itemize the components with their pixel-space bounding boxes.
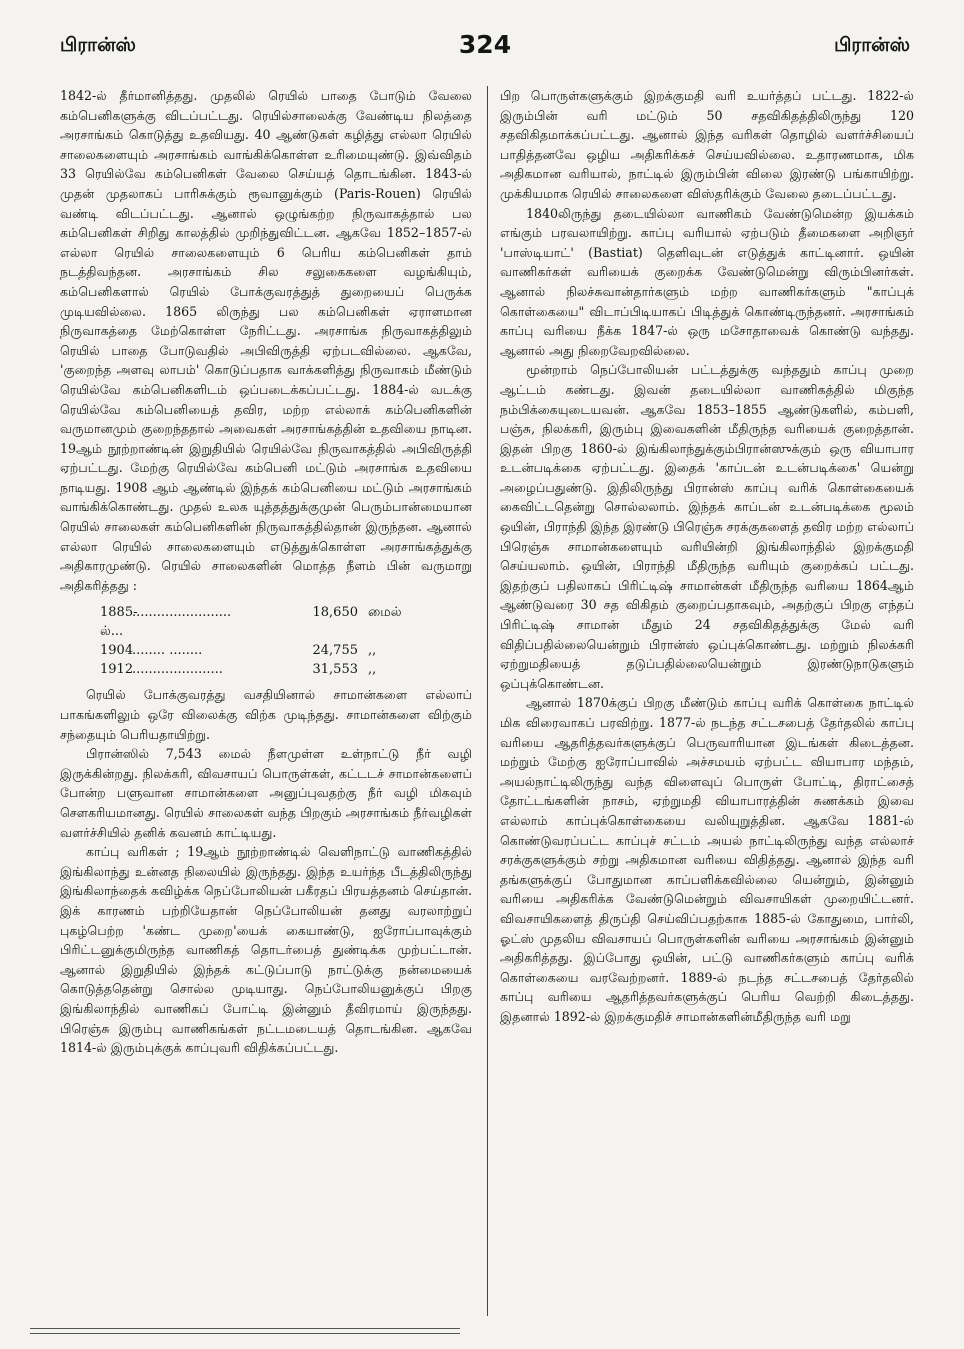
right-column: [500, 86, 914, 1027]
paragraph: காப்பு வரிகள் ; 19ஆம் நூற்றாண்டில் வெளிநாட்டு வாணிகத்தில் இங்கிலாந்து உன்னத நிலையில் இருந்தது. இந்த உயர்ந்த பீடத்திலிருந்து இங்கிலாந்தைக் கவிழ்க்க நெப்போலியன் பகீரதப் பிரயத்தனம் செய்தான். இக் காரணம் பற்றியேதான் நெப்போலியன் தனது வரலாற்றுப் புகழ்பெற்ற 'கண்ட முறை'யைக் கையாண்டு, ஐரோப்பாவுக்கும் பிரிட்டனுக்குமிருந்த வாணிகத் தொடர்பைத் துண்டிக்க முற்பட்டான். ஆனால் இறுதியில் இந்தக் கட்டுப்பாடு நாட்டுக்கு நன்மையைக் கொடுத்ததென்று சொல்ல முடியாது. நெப்போலியனுக்குப் பிறகு இங்கிலாந்தில் வாணிகப் போட்டி இன்னும் தீவிரமாய் இருந்தது. பிரெஞ்சு இரும்பு வாணிகங்கள் நட்டமடையத் தொடங்கின. ஆகவே 1814-ல் இரும்புக்குக் காப்புவரி விதிக்கப்பட்டது.: [60, 844, 472, 1056]
leader-dots: ........ ........: [132, 643, 203, 659]
table-row: [100, 603, 472, 641]
year-cell: 1904: [100, 643, 134, 659]
value-cell: 18,650: [312, 605, 358, 621]
paragraph: 1842-ல் தீர்மானித்தது. முதலில் ரெயில் பாதை போடும் வேலை கம்பெனிகளுக்கு விடப்பட்டது. ரெயில்சாலைக்கு வேண்டிய நிலத்தை அரசாங்கம் கொடுத்து உதவியது. 40 ஆண்டுகள் கழித்து எல்லா ரெயில் சாலைகளையும் அரசாங்கம் வாங்கிக்கொள்ள உரிமையுண்டு. இவ்விதம் 33 ரெயில்வே கம்பெனிகள் வேலை செய்யத் தொடங்கின. 1843-ல் முதன் முதலாகப் பாரிசுக்கும் ரூவானுக்கும் (Paris-Rouen) ரெயில் வண்டி விடப்பட்டது. ஆனால் ஒழுங்கற்ற நிருவாகத்தால் பல கம்பெனிகள் சிறிது காலத்தில் முறிந்துவிட்டன. ஆகவே 1852–1857-ல் எல்லா ரெயில் சாலைகளையும் 6 பெரிய கம்பெனிகள் தாம் நடத்திவந்தன. அரசாங்கம் சில சலுகைகளை வழங்கியும், கம்பெனிகளால் ரெயில் போக்குவரத்துத் துறையைப் பெருக்க முடியவில்லை. 1865 லிருந்து பல கம்பெனிகள் ஏராளமான நிருவாகத்தை மேற்கொள்ள நேரிட்டது. அரசாங்க நிருவாகத்திலும் ரெயில் பாதை போடுவதில் அபிவிருத்தி ஏற்படவில்லை. ஆகவே, 'குறைந்த அளவு லாபம்' கொடுப்பதாக வாக்களித்து நிருவாகம் மீண்டும் ரெயில்வே கம்பெனிகளிடம் ஒப்படைக்கப்பட்டது. 1884-ல் வடக்கு ரெயில்வே கம்பெனியைத் தவிர, மற்ற எல்லாக் கம்பெனிகளின் வருமானமும் குறைந்ததால் அவைகள் அரசாங்கத்தின் உதவியை நாடின. 19ஆம் நூற்றாண்டின் இறுதியில் ரெயில்வே நிருவாகத்தில் அபிவிருத்தி ஏற்பட்டது. மேற்கு ரெயில்வே கம்பெனி மட்டும் அரசாங்க உதவியை நாடியது. 1908 ஆம் ஆண்டில் இந்தக் கம்பெனியை மட்டும் அரசாங்கம் வாங்கிக்கொண்டது. முதல் உலக யுத்தத்துக்குமுன் பெரும்பான்மையான ரெயில் சாலைகள் கம்பெனிகளின் நிருவாகத்தில்தான் இருந்தன. ஆனால் எல்லா ரெயில் சாலைகளையும் எடுத்துக்கொள்ள அரசாங்கத்துக்கு அதிகாரமுண்டு. ரெயில் சாலைகளின் மொத்த நீளம் பின் வருமாறு அதிகரித்தது :: [60, 88, 472, 593]
paragraph: 1840லிருந்து தடையில்லா வாணிகம் வேண்டுமென்ற இயக்கம் எங்கும் பரவலாயிற்று. காப்பு வரியால் ஏற்படும் தீமைகளை அறிஞர் 'பாஸ்டியாட்' (Bastiat) தெளிவுடன் எடுத்துக் காட்டினார். ஒயின் வாணிகர்கள் வரியைக் குறைக்க வேண்டுமென்று விரும்பினர்கள். ஆனால் நிலச்சுவான்தார்களும் மற்ற வாணிகர்களும் "காப்புக் கொள்கையை" விடாப்பிடியாகப் பிடித்துக் கொண்டிருந்தனர். அரசாங்கம் காப்பு வரியை நீக்க 1847-ல் ஒரு மசோதாவைக் கொண்டு வந்தது. ஆனால் அது நிறைவேறவில்லை.: [500, 205, 914, 358]
footer-rule: [30, 1333, 460, 1334]
leader-dots: ......................: [132, 662, 223, 678]
table-row: [100, 660, 472, 679]
paragraph: ரெயில் போக்குவரத்து வசதியினால் சாமான்களை எல்லாப் பாகங்களிலும் ஒரே விலைக்கு விற்க முடிந்தது. சாமான்களை விற்கும் சந்தையும் பெரியதாயிற்று.: [60, 687, 472, 742]
footer-rule: [30, 1328, 460, 1329]
running-head-right: பிரான்ஸ்: [834, 34, 910, 56]
value-cell: 24,755: [312, 643, 358, 659]
page-header: [60, 30, 910, 70]
column-divider: [487, 86, 488, 1316]
unit-cell: ,,: [368, 662, 377, 678]
leader-dots: ........................: [132, 605, 232, 621]
table-row: [100, 641, 472, 660]
year-cell: 1885-ல்...: [100, 605, 138, 640]
paragraph: மூன்றாம் நெப்போலியன் பட்டத்துக்கு வந்ததும் காப்பு முறை ஆட்டம் கண்டது. இவன் தடையில்லா வாணிகத்தில் மிகுந்த நம்பிக்கையுடையவன். ஆகவே 1853–1855 ஆண்டுகளில், கம்பளி, பஞ்சு, நிலக்கரி, இரும்பு இவைகளின் மீதிருந்த வரியைக் குறைத்தான். இதன் பிறகு 1860-ல் இங்கிலாந்துக்கும்பிரான்ஸுக்கும் ஒரு வியாபார உடன்படிக்கை ஏற்பட்டது. இதைக் 'காப்டன் உடன்படிக்கை' யென்று அழைப்பதுண்டு. இதிலிருந்து பிரான்ஸ் காப்பு வரிக் கொள்கையைக் கைவிட்டதென்று சொல்லலாம். இந்தக் காப்டன் உடன்படிக்கை மூலம் ஒயின், பிராந்தி இந்த இரண்டு பிரெஞ்சு சரக்குகளைத் தவிர மற்ற எல்லாப் பிரெஞ்சு சாமான்களையும் வரியின்றி இங்கிலாந்தில் இறக்குமதி செய்யலாம். ஒயின், பிராந்தி மீதிருந்த வரியும் குறைக்கப் பட்டது. இதற்குப் பதிலாகப் பிரிட்டிஷ் சாமான்கள் மீதிருந்த வரியை 1864ஆம் ஆண்டுவரை 30 சத விகிதம் குறைப்பதாகவும், அதற்குப் பிறகு எந்தப் பிரிட்டிஷ் சாமான் மீதும் 24 சதவிகிதத்துக்கு மேல் வரி விதிப்பதில்லையென்றும் பிரான்ஸ் ஒப்புக்கொண்டது. மற்றும் நிலக்கரி ஏற்றுமதியைத் தடுப்பதில்லையென்றும் இரண்டுநாடுகளும் ஒப்புக்கொண்டன.: [500, 362, 914, 691]
railway-length-table: [100, 603, 472, 679]
running-head-left: பிரான்ஸ்: [60, 34, 136, 56]
paragraph: ஆனால் 1870க்குப் பிறகு மீண்டும் காப்பு வரிக் கொள்கை நாட்டில் மிக விரைவாகப் பரவிற்று. 1877-ல் நடந்த சட்டசபைத் தேர்தலில் காப்பு வரியை ஆதரித்தவர்களுக்குப் பெருவாரியான இடங்கள் கிடைத்தன. மற்றும் மேற்கு ஐரோப்பாவில் அச்சமயம் ஏற்பட்ட வியாபார மந்தம், அயல்நாட்டிலிருந்து வந்த விளைவுப் பொருள் போட்டி, திராட்சைத் தோட்டங்களின் நாசம், ஏற்றுமதி வியாபாரத்தின் சுணக்கம் இவை எல்லாம் காப்புக்கொள்கையை வலியுறுத்தின. ஆகவே 1881-ல் கொண்டுவரப்பட்ட காப்புச் சட்டம் அயல் நாட்டிலிருந்து வந்த எல்லாச் சரக்குகளுக்கும் சற்று அதிகமான வரியை விதித்தது. ஆனால் இந்த வரி தங்களுக்குப் போதுமான காப்பளிக்கவில்லை யென்றும், இன்னும் வரியை அதிகரிக்க வேண்டுமென்றும் விவசாயிகள் முறையிட்டனர். விவசாயிகளைத் திருப்தி செய்விப்பதற்காக 1885-ல் கோதுமை, பார்லி, ஓட்ஸ் முதலிய விவசாயப் பொருள்களின் வரியை அரசாங்கம் இன்னும் அதிகரித்தது. இப்போது ஒயின், பட்டு வாணிகர்களும் காப்பு வரிக் கொள்கையை வரவேற்றனர். 1889-ல் நடந்த சட்டசபைத் தேர்தலில் காப்பு வரியை ஆதரித்தவர்களுக்குப் பெரிய வெற்றி கிடைத்தது. இதனால் 1892-ல் இறக்குமதிச் சாமான்களின்மீதிருந்த வரி மறு: [500, 695, 914, 1024]
value-cell: 31,553: [312, 662, 358, 678]
left-column: [60, 86, 472, 1058]
paragraph: பிரான்ஸில் 7,543 மைல் நீளமுள்ள உள்நாட்டு நீர் வழி இருக்கின்றது. நிலக்கரி, விவசாயப் பொருள்கள், கட்டடச் சாமான்களைப் போன்ற பளுவான சாமான்களை அனுப்புவதற்கு நீர் வழி மிகவும் சௌகரியமானது. ரெயில் சாலைகள் வந்த பிறகும் அரசாங்கம் நீர்வழிகள் வளர்ச்சியில் தனிக் கவனம் காட்டியது.: [60, 746, 472, 840]
page-number: 324: [458, 30, 512, 59]
year-cell: 1912: [100, 662, 134, 678]
unit-cell: ,,: [368, 643, 377, 659]
unit-cell: மைல்: [368, 605, 402, 621]
paragraph: பிற பொருள்களுக்கும் இறக்குமதி வரி உயர்த்தப் பட்டது. 1822-ல் இரும்பின் வரி மட்டும் 50 சதவிகிதத்திலிருந்து 120 சதவிகிதமாக்கப்பட்டது. ஆனால் இந்த வரிகள் தொழில் வளர்ச்சியைப் பாதித்தனவே ஒழிய அதிகரிக்கச் செய்யவில்லை. உதாரணமாக, மிக அதிகமான வரியால், நாட்டில் இரும்பின் விலை இரண்டு பங்காயிற்று. முக்கியமாக ரெயில் சாலைகளை விஸ்தரிக்கும் வேலை தடைப்பட்டது.: [500, 88, 914, 201]
